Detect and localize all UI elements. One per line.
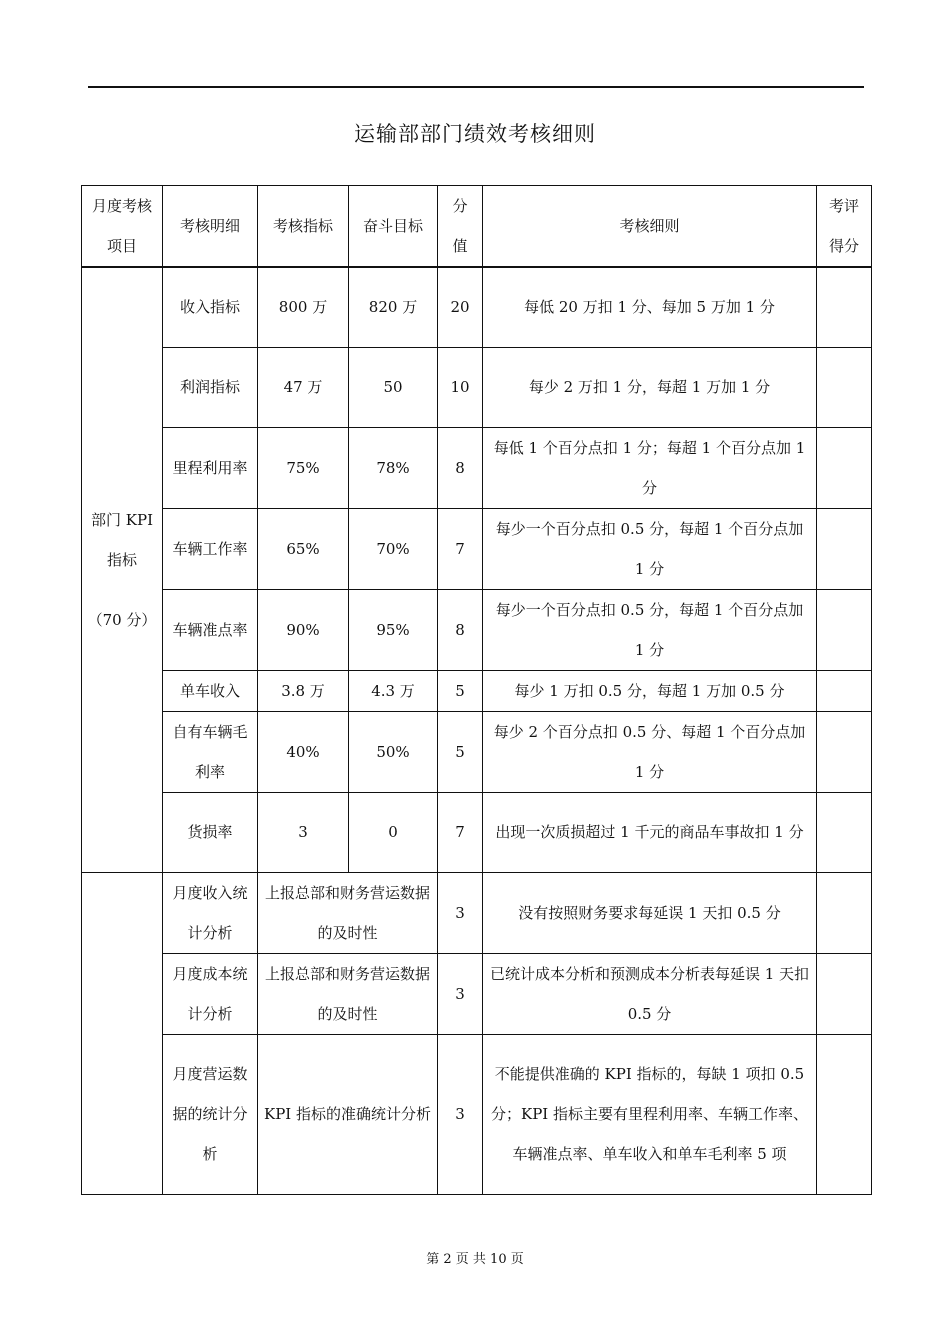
cell-score: 10 — [438, 347, 483, 427]
cell-indicator: 90% — [258, 589, 349, 670]
cell-rule: 每少 2 万扣 1 分，每超 1 万加 1 分 — [483, 347, 817, 427]
cell-detail: 货损率 — [163, 792, 258, 872]
cell-score: 7 — [438, 508, 483, 589]
header-rule: 考核细则 — [483, 186, 817, 268]
cell-eval — [817, 711, 872, 792]
cell-target: 95% — [349, 589, 438, 670]
cell-eval — [817, 267, 872, 347]
cell-eval — [817, 670, 872, 711]
group-label-kpi — [82, 267, 163, 872]
cell-target: 820 万 — [349, 267, 438, 347]
cell-rule: 没有按照财务要求每延误 1 天扣 0.5 分 — [483, 872, 817, 953]
cell-target: 78% — [349, 427, 438, 508]
cell-indicator: 40% — [258, 711, 349, 792]
cell-rule: 每低 20 万扣 1 分、每加 5 万加 1 分 — [483, 267, 817, 347]
header-detail: 考核明细 — [163, 186, 258, 268]
table-header-row — [82, 186, 872, 268]
table-row — [82, 589, 872, 670]
cell-rule: 每少一个百分点扣 0.5 分，每超 1 个百分点加 1 分 — [483, 589, 817, 670]
header-target: 奋斗目标 — [349, 186, 438, 268]
page-footer: 第 2 页 共 10 页 — [426, 1252, 524, 1267]
cell-detail: 收入指标 — [163, 267, 258, 347]
table-row — [82, 427, 872, 508]
table-row — [82, 267, 872, 347]
cell-rule: 每少 2 个百分点扣 0.5 分、每超 1 个百分点加 1 分 — [483, 711, 817, 792]
cell-detail: 月度收入统计分析 — [163, 872, 258, 953]
cell-target: 0 — [349, 792, 438, 872]
cell-detail: 利润指标 — [163, 347, 258, 427]
cell-rule: 不能提供准确的 KPI 指标的，每缺 1 项扣 0.5 分；KPI 指标主要有里程利用率、车辆工作率、车辆准点率、单车收入和单车毛利率 5 项 — [483, 1034, 817, 1194]
header-rule — [88, 86, 864, 88]
group-points-text: （70 分） — [87, 610, 157, 629]
cell-eval — [817, 589, 872, 670]
cell-score: 5 — [438, 670, 483, 711]
cell-score: 5 — [438, 711, 483, 792]
cell-indicator: 3.8 万 — [258, 670, 349, 711]
table-row — [82, 953, 872, 1034]
cell-indicator: 上报总部和财务营运数据的及时性 — [258, 872, 438, 953]
table-row — [82, 1034, 872, 1194]
cell-indicator: 上报总部和财务营运数据的及时性 — [258, 953, 438, 1034]
table-row — [82, 347, 872, 427]
table-row — [82, 670, 872, 711]
table-row — [82, 792, 872, 872]
cell-rule: 每少一个百分点扣 0.5 分，每超 1 个百分点加 1 分 — [483, 508, 817, 589]
cell-target: 70% — [349, 508, 438, 589]
cell-detail: 里程利用率 — [163, 427, 258, 508]
cell-eval — [817, 872, 872, 953]
cell-eval — [817, 508, 872, 589]
table-row — [82, 508, 872, 589]
cell-indicator: 75% — [258, 427, 349, 508]
cell-indicator: 65% — [258, 508, 349, 589]
cell-detail: 月度成本统计分析 — [163, 953, 258, 1034]
cell-rule: 每少 1 万扣 0.5 分，每超 1 万加 0.5 分 — [483, 670, 817, 711]
cell-detail: 单车收入 — [163, 670, 258, 711]
cell-score: 3 — [438, 1034, 483, 1194]
header-item: 月度考核项目 — [82, 186, 163, 268]
cell-score: 8 — [438, 589, 483, 670]
cell-detail: 自有车辆毛利率 — [163, 711, 258, 792]
cell-eval — [817, 792, 872, 872]
cell-score: 3 — [438, 953, 483, 1034]
cell-eval — [817, 953, 872, 1034]
cell-score: 8 — [438, 427, 483, 508]
table-row — [82, 872, 872, 953]
cell-indicator: KPI 指标的准确统计分析 — [258, 1034, 438, 1194]
cell-indicator: 800 万 — [258, 267, 349, 347]
cell-detail: 月度营运数据的统计分析 — [163, 1034, 258, 1194]
assessment-table — [81, 185, 872, 1195]
document-title: 运输部部门绩效考核细则 — [354, 122, 596, 146]
cell-target: 50% — [349, 711, 438, 792]
cell-indicator: 47 万 — [258, 347, 349, 427]
cell-score: 20 — [438, 267, 483, 347]
cell-score: 7 — [438, 792, 483, 872]
cell-eval — [817, 1034, 872, 1194]
cell-rule: 已统计成本分析和预测成本分析表每延误 1 天扣 0.5 分 — [483, 953, 817, 1034]
cell-indicator: 3 — [258, 792, 349, 872]
cell-detail: 车辆准点率 — [163, 589, 258, 670]
header-eval: 考评得分 — [817, 186, 872, 268]
cell-eval — [817, 347, 872, 427]
cell-rule: 出现一次质损超过 1 千元的商品车事故扣 1 分 — [483, 792, 817, 872]
header-score: 分值 — [438, 186, 483, 268]
cell-score: 3 — [438, 872, 483, 953]
cell-eval — [817, 427, 872, 508]
header-indicator: 考核指标 — [258, 186, 349, 268]
cell-detail: 车辆工作率 — [163, 508, 258, 589]
cell-target: 50 — [349, 347, 438, 427]
group-label-text: 部门 KPI 指标 — [91, 510, 153, 569]
group-label-2 — [82, 872, 163, 1194]
cell-rule: 每低 1 个百分点扣 1 分；每超 1 个百分点加 1 分 — [483, 427, 817, 508]
cell-target: 4.3 万 — [349, 670, 438, 711]
table-row — [82, 711, 872, 792]
